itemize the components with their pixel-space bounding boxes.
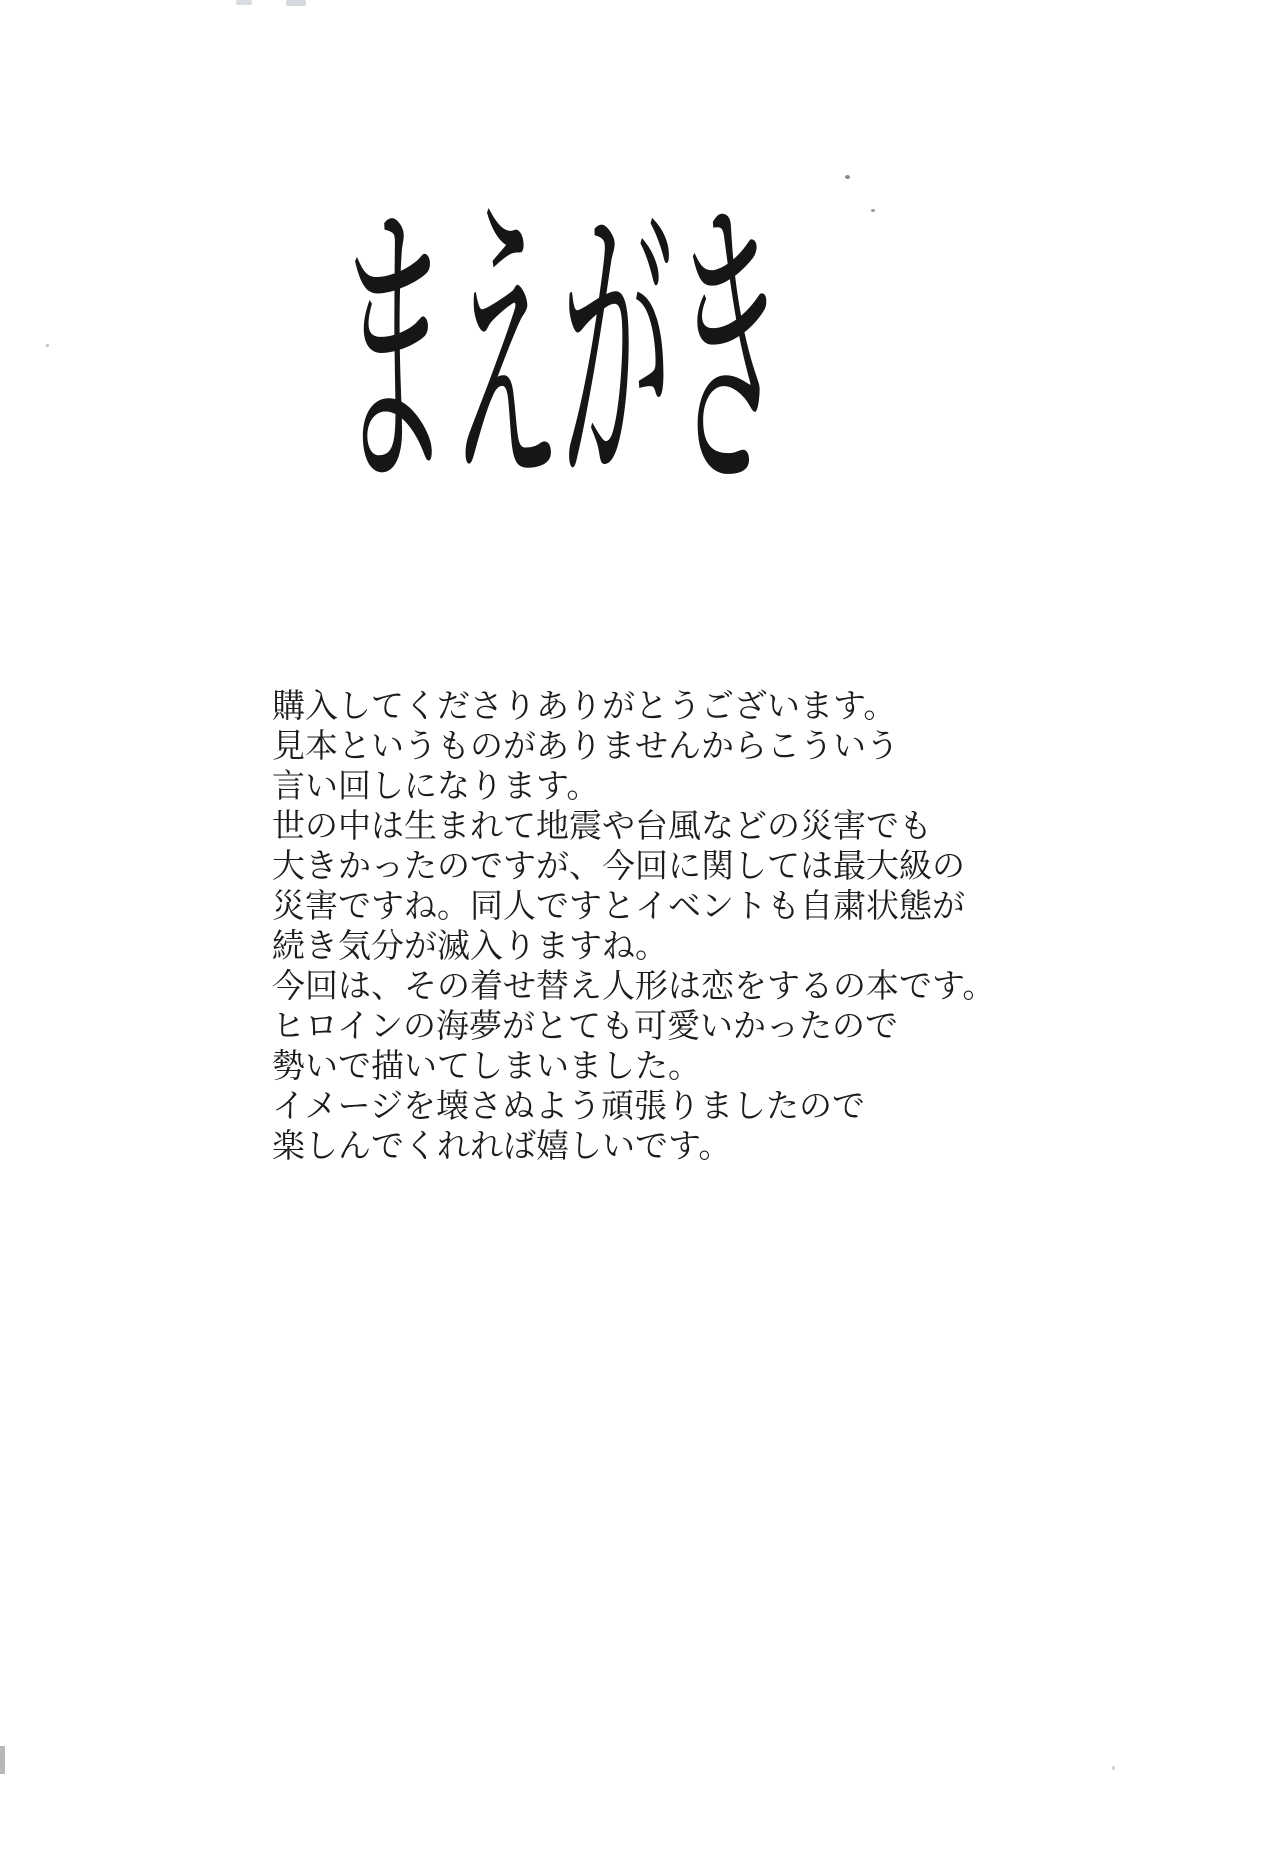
scan-smudge bbox=[236, 0, 252, 5]
scan-edge-mark bbox=[0, 1746, 5, 1774]
text-line: 大きかったのですが、今回に関しては最大級の bbox=[272, 849, 965, 885]
text-line: 続き気分が滅入りますね。 bbox=[272, 929, 668, 965]
page-title: まえがき bbox=[338, 178, 785, 525]
text-line: 購入してくださりありがとうございます。 bbox=[272, 689, 897, 725]
text-line: イメージを壊さぬよう頑張りましたので bbox=[272, 1089, 866, 1125]
foreword-text-block bbox=[272, 687, 1032, 1167]
scan-smudge bbox=[286, 0, 306, 6]
text-line: 楽しんでくれれば嬉しいです。 bbox=[272, 1129, 732, 1165]
text-line: 言い回しになります。 bbox=[272, 769, 600, 805]
text-line: 世の中は生まれて地震や台風などの災害でも bbox=[272, 809, 932, 845]
scan-speck bbox=[845, 175, 850, 179]
scan-speck bbox=[1112, 1766, 1115, 1770]
text-line: ヒロインの海夢がとても可愛いかったので bbox=[272, 1009, 899, 1045]
text-line: 災害ですね。同人ですとイベントも自粛状態が bbox=[272, 889, 965, 925]
text-line: 今回は、その着せ替え人形は恋をするの本です。 bbox=[272, 969, 996, 1005]
scan-speck bbox=[871, 209, 875, 212]
text-line: 勢いで描いてしまいました。 bbox=[272, 1049, 701, 1085]
scan-speck bbox=[46, 344, 49, 347]
text-line: 見本というものがありませんからこういう bbox=[272, 729, 899, 765]
